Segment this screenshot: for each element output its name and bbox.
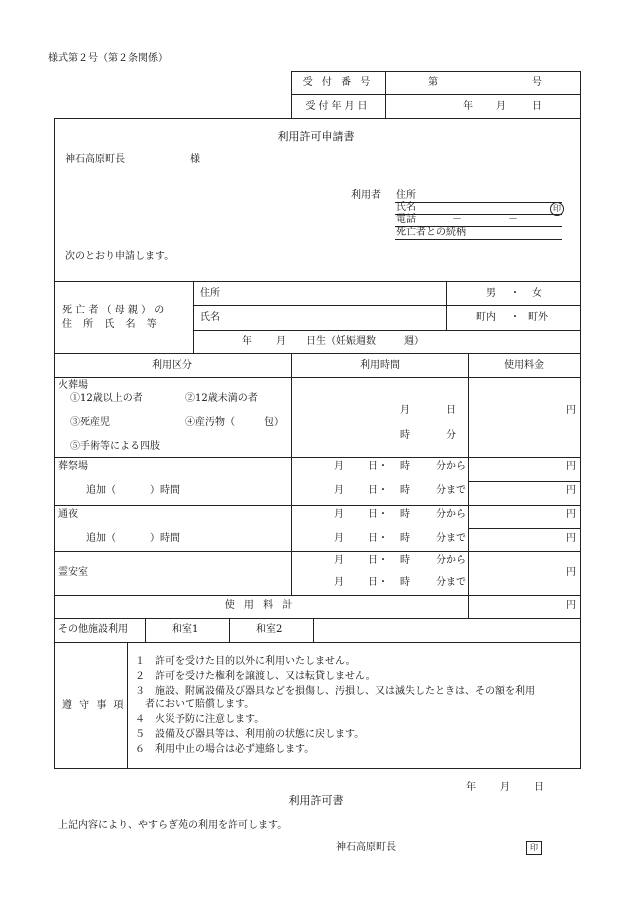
time-month: 月 [334, 485, 344, 496]
wake-extra-unit: ）時間 [150, 533, 180, 544]
funeral-hall-extra-unit: ）時間 [150, 485, 180, 496]
grid-line [54, 281, 581, 282]
phone-dash: － [452, 214, 462, 225]
reception-box-line [291, 71, 581, 72]
reception-box-line [385, 71, 386, 119]
birth-year: 年 [242, 336, 252, 347]
time-hour: 時 [400, 485, 410, 496]
birth-week: 週） [404, 336, 424, 347]
total-label: 使 用 料 計 [224, 600, 296, 611]
rule-item: ３ 施設、附属設備及び器具などを損傷し、汚損し、又は滅失したときは、その額を利用 [135, 686, 535, 697]
fee-yen: 円 [566, 405, 576, 416]
user-label: 利用者 [351, 190, 381, 201]
time-to: 分まで [436, 577, 466, 588]
time-month: 月 [334, 509, 344, 520]
reception-no-go: 号 [532, 77, 542, 88]
cremation-hour: 時 [400, 430, 410, 441]
grid-line [54, 377, 581, 378]
cremation-day: 日 [446, 405, 456, 416]
birth-month: 月 [276, 336, 286, 347]
grid-line [145, 618, 146, 642]
grid-line [54, 505, 581, 506]
mortuary-label: 霊安室 [58, 567, 88, 578]
grid-line [229, 618, 230, 642]
fee-yen: 円 [566, 600, 576, 611]
seal-mark: 印 [550, 202, 564, 216]
underline [395, 214, 562, 215]
grid-line [468, 353, 469, 618]
birth-day: 日生（妊娠週数 [306, 336, 376, 347]
relation-label: 死亡者との続柄 [396, 227, 466, 238]
application-title: 利用許可申請書 [277, 130, 355, 143]
time-month: 月 [334, 577, 344, 588]
grid-line [193, 305, 581, 306]
phone-label: 電話 [396, 214, 416, 225]
wake-label: 通夜 [58, 509, 78, 520]
rules-label: 遵 守 事 項 [62, 700, 126, 711]
time-hour: 時 [400, 509, 410, 520]
crematorium-option: ④産汚物（ [185, 417, 235, 428]
fee-yen: 円 [566, 485, 576, 496]
town-out: 町外 [528, 312, 548, 323]
time-month: 月 [334, 555, 344, 566]
funeral-hall-label: 葬祭場 [58, 461, 88, 472]
underline [395, 202, 562, 203]
grid-line [468, 528, 581, 529]
permit-seal: 印 [526, 841, 542, 855]
user-address-label: 住所 [396, 190, 416, 201]
time-month: 月 [334, 461, 344, 472]
town-dot: ・ [510, 312, 520, 323]
grid-line [54, 595, 581, 596]
deceased-label: 死 亡 者 （ 母 親 ） の [62, 305, 165, 316]
grid-line [54, 457, 581, 458]
crematorium-option-unit: 包） [264, 417, 284, 428]
addressee: 神石高原町長 [65, 154, 125, 165]
room2-label: 和室2 [256, 624, 283, 635]
rule-item: ４ 火災予防に注意します。 [135, 714, 265, 725]
time-hour: 時 [400, 577, 410, 588]
phone-dash: － [508, 214, 518, 225]
time-from: 分から [436, 509, 466, 520]
permit-mayor: 神石高原町長 [336, 842, 396, 853]
user-name-label: 氏名 [396, 202, 416, 213]
fee-yen: 円 [566, 509, 576, 520]
reception-date-label: 受付年月日 [305, 101, 371, 112]
time-from: 分から [436, 555, 466, 566]
reception-date-year: 年 [463, 101, 473, 112]
time-month: 月 [334, 533, 344, 544]
cremation-minute: 分 [446, 430, 456, 441]
town-in: 町内 [476, 312, 496, 323]
rule-item: １ 許可を受けた目的以外に利用いたしません。 [135, 656, 356, 667]
fee-yen: 円 [566, 567, 576, 578]
permit-text: 上記内容により、やすらぎ苑の利用を許可します。 [58, 820, 288, 831]
time-to: 分まで [436, 485, 466, 496]
time-day: 日・ [368, 461, 388, 472]
time-from: 分から [436, 461, 466, 472]
crematorium-option: ⑤手術等による四肢 [70, 441, 160, 452]
reception-date-day: 日 [532, 101, 542, 112]
time-day: 日・ [368, 533, 388, 544]
grid-line [291, 353, 292, 595]
gender-dot: ・ [510, 288, 520, 299]
reception-no-label: 受 付 番 号 [302, 77, 374, 88]
request-text: 次のとおり申請します。 [65, 251, 175, 262]
crematorium-label: 火葬場 [58, 380, 88, 391]
crematorium-option: ③死産児 [70, 417, 110, 428]
grid-line [54, 618, 581, 619]
deceased-name-label: 氏名 [200, 312, 220, 323]
gender-female: 女 [532, 288, 542, 299]
form-border [54, 118, 581, 119]
form-border [54, 768, 581, 769]
time-hour: 時 [400, 461, 410, 472]
grid-line [193, 281, 194, 353]
time-day: 日・ [368, 577, 388, 588]
crematorium-option: ②12歳未満の者 [185, 393, 258, 404]
grid-line [193, 330, 581, 331]
grid-line [446, 281, 447, 330]
wake-extra: 追加（ [86, 533, 116, 544]
fee-yen: 円 [566, 533, 576, 544]
col-category: 利用区分 [152, 360, 192, 371]
time-to: 分まで [436, 533, 466, 544]
rule-item: 者において賠償します。 [135, 699, 255, 710]
form-number: 様式第２号（第２条関係） [48, 53, 168, 64]
rule-item: ６ 利用中止の場合は必ず連絡します。 [135, 744, 315, 755]
form-border [54, 118, 55, 769]
grid-line [54, 551, 581, 552]
grid-line [54, 642, 581, 643]
crematorium-option: ①12歳以上の者 [70, 393, 143, 404]
time-hour: 時 [400, 533, 410, 544]
time-hour: 時 [400, 555, 410, 566]
addressee-suffix: 様 [190, 154, 200, 165]
grid-line [468, 481, 581, 482]
reception-box-line [291, 71, 292, 119]
form-border [580, 118, 581, 769]
reception-no-dai: 第 [428, 77, 438, 88]
col-fee: 使用料金 [504, 360, 544, 371]
time-day: 日・ [368, 555, 388, 566]
fee-yen: 円 [566, 461, 576, 472]
permit-month: 月 [500, 782, 510, 793]
other-facility-label: その他施設利用 [58, 624, 128, 635]
grid-line [313, 618, 314, 642]
rule-item: ５ 設備及び器具等は、利用前の状態に戻します。 [135, 729, 365, 740]
reception-box-line [291, 94, 581, 95]
time-day: 日・ [368, 509, 388, 520]
col-time: 利用時間 [360, 360, 400, 371]
deceased-address-label: 住所 [200, 288, 220, 299]
reception-date-month: 月 [496, 101, 506, 112]
cremation-month: 月 [400, 405, 410, 416]
grid-line [127, 642, 128, 768]
permit-day: 日 [534, 782, 544, 793]
funeral-hall-extra: 追加（ [86, 485, 116, 496]
rule-item: ２ 許可を受けた権利を譲渡し、又は転貸しません。 [135, 671, 376, 682]
deceased-label: 住 所 氏 名 等 [62, 319, 161, 330]
underline [395, 239, 562, 240]
time-day: 日・ [368, 485, 388, 496]
grid-line [54, 353, 581, 354]
room1-label: 和室1 [172, 624, 199, 635]
gender-male: 男 [486, 288, 496, 299]
permit-year: 年 [466, 782, 476, 793]
permit-title: 利用許可書 [288, 794, 344, 807]
reception-box-line [580, 71, 581, 119]
